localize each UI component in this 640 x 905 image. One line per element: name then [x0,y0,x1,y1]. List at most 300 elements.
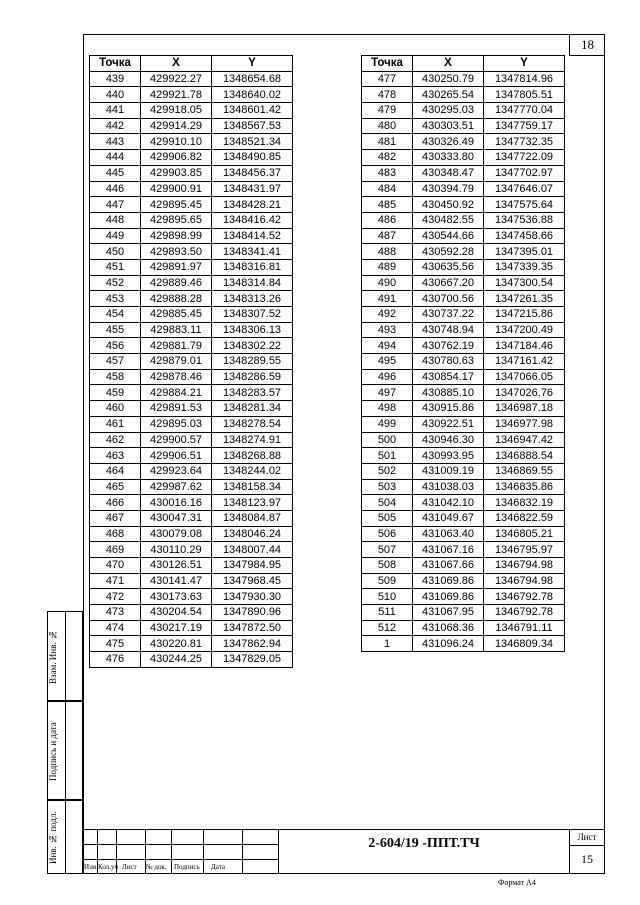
table-row [362,197,565,213]
table-row [362,401,565,417]
x-coordinate-cell: 430885.10 [413,385,484,401]
point-number-cell: 495 [362,354,413,370]
table-row [362,636,565,652]
point-number-cell: 500 [362,432,413,448]
table-row [90,448,293,464]
x-coordinate-cell: 430748.94 [413,322,484,338]
table-header-row [362,56,565,72]
x-coordinate-cell: 429910.10 [141,134,212,150]
y-coordinate-cell: 1348283.57 [212,385,293,401]
point-number-cell: 456 [90,338,141,354]
point-number-cell: 474 [90,620,141,636]
table-row [90,416,293,432]
table-row [362,71,565,87]
y-coordinate-cell: 1346822.59 [484,510,565,526]
point-number-cell: 493 [362,322,413,338]
y-coordinate-cell: 1346947.42 [484,432,565,448]
point-number-cell: 450 [90,244,141,260]
x-coordinate-cell: 429903.85 [141,165,212,181]
y-coordinate-cell: 1348302.22 [212,338,293,354]
x-coordinate-cell: 429878.46 [141,369,212,385]
x-coordinate-cell: 429895.03 [141,416,212,432]
point-number-cell: 446 [90,181,141,197]
header-point: Точка [362,56,413,72]
x-coordinate-cell: 429895.65 [141,212,212,228]
x-coordinate-cell: 429888.28 [141,291,212,307]
table-row [90,526,293,542]
y-coordinate-cell: 1346888.54 [484,448,565,464]
x-coordinate-cell: 429889.46 [141,275,212,291]
document-code: 2-604/19 -ППТ.ТЧ [368,836,480,851]
point-number-cell: 470 [90,558,141,574]
point-number-cell: 499 [362,416,413,432]
y-coordinate-cell: 1347770.04 [484,103,565,119]
x-coordinate-cell: 430592.28 [413,244,484,260]
y-coordinate-cell: 1348414.52 [212,228,293,244]
point-number-cell: 457 [90,354,141,370]
table-row [90,636,293,652]
y-coordinate-cell: 1347732.35 [484,134,565,150]
table-row [90,103,293,119]
table-row [362,542,565,558]
stamp-caption-ndok: № док. [146,863,167,871]
x-coordinate-cell: 429900.57 [141,432,212,448]
point-number-cell: 480 [362,118,413,134]
point-number-cell: 460 [90,401,141,417]
y-coordinate-cell: 1348640.02 [212,87,293,103]
x-coordinate-cell: 429918.05 [141,103,212,119]
table-row [362,307,565,323]
y-coordinate-cell: 1348281.34 [212,401,293,417]
y-coordinate-cell: 1348341.41 [212,244,293,260]
table-row [90,291,293,307]
x-coordinate-cell: 430922.51 [413,416,484,432]
x-coordinate-cell: 429891.53 [141,401,212,417]
table-row [362,573,565,589]
table-row [362,181,565,197]
point-number-cell: 502 [362,463,413,479]
y-coordinate-cell: 1347200.49 [484,322,565,338]
table-row [362,385,565,401]
x-coordinate-cell: 430250.79 [413,71,484,87]
x-coordinate-cell: 429895.45 [141,197,212,213]
x-coordinate-cell: 430204.54 [141,605,212,621]
table-row [362,291,565,307]
x-coordinate-cell: 429921.78 [141,87,212,103]
y-coordinate-cell: 1346794.98 [484,573,565,589]
table-row [362,495,565,511]
y-coordinate-cell: 1347814.96 [484,71,565,87]
y-coordinate-cell: 1347026.76 [484,385,565,401]
table-row [90,652,293,668]
point-number-cell: 448 [90,212,141,228]
point-number-cell: 487 [362,228,413,244]
stamp-caption-izm: Изм. [84,863,98,871]
x-coordinate-cell: 431009.19 [413,463,484,479]
point-number-cell: 471 [90,573,141,589]
point-number-cell: 455 [90,322,141,338]
point-number-cell: 485 [362,197,413,213]
point-number-cell: 445 [90,165,141,181]
y-coordinate-cell: 1347872.50 [212,620,293,636]
x-coordinate-cell: 430303.51 [413,118,484,134]
x-coordinate-cell: 429893.50 [141,244,212,260]
table-row [362,589,565,605]
table-row [90,542,293,558]
table-row [90,620,293,636]
header-x: X [413,56,484,72]
point-number-cell: 512 [362,620,413,636]
format-label: Формат А4 [498,878,536,887]
x-coordinate-cell: 430220.81 [141,636,212,652]
x-coordinate-cell: 431068.36 [413,620,484,636]
x-coordinate-cell: 431042.10 [413,495,484,511]
point-number-cell: 461 [90,416,141,432]
x-coordinate-cell: 430326.49 [413,134,484,150]
y-coordinate-cell: 1346794.98 [484,558,565,574]
header-x: X [141,56,212,72]
list-caption: Лист [577,832,597,842]
stamp-caption-koluch: Кол.уч [98,863,118,871]
point-number-cell: 496 [362,369,413,385]
y-coordinate-cell: 1346835.86 [484,479,565,495]
point-number-cell: 459 [90,385,141,401]
point-number-cell: 501 [362,448,413,464]
table-row [90,354,293,370]
point-number-cell: 473 [90,605,141,621]
table-header-row [90,56,293,72]
table-row [90,275,293,291]
list-number: 15 [581,852,593,866]
y-coordinate-cell: 1346792.78 [484,605,565,621]
point-number-cell: 511 [362,605,413,621]
point-number-cell: 484 [362,181,413,197]
side-strip-podpis [47,701,83,800]
table-row [90,244,293,260]
x-coordinate-cell: 429891.97 [141,259,212,275]
table-row [362,526,565,542]
point-number-cell: 465 [90,479,141,495]
table-row [362,118,565,134]
table-row [90,369,293,385]
table-row [362,510,565,526]
table-row [362,338,565,354]
table-row [362,103,565,119]
point-number-cell: 444 [90,150,141,166]
table-row [90,605,293,621]
y-coordinate-cell: 1346977.98 [484,416,565,432]
point-number-cell: 1 [362,636,413,652]
table-row [362,354,565,370]
point-number-cell: 468 [90,526,141,542]
y-coordinate-cell: 1347968.45 [212,573,293,589]
stamp-caption-list: Лист [122,863,137,871]
point-number-cell: 464 [90,463,141,479]
point-number-cell: 466 [90,495,141,511]
point-number-cell: 439 [90,71,141,87]
point-number-cell: 505 [362,510,413,526]
table-row [362,558,565,574]
sheet-number-top: 18 [569,34,605,56]
x-coordinate-cell: 429914.29 [141,118,212,134]
y-coordinate-cell: 1347300.54 [484,275,565,291]
point-number-cell: 481 [362,134,413,150]
y-coordinate-cell: 1346832.19 [484,495,565,511]
y-coordinate-cell: 1348286.59 [212,369,293,385]
y-coordinate-cell: 1347261.35 [484,291,565,307]
point-number-cell: 462 [90,432,141,448]
point-number-cell: 498 [362,401,413,417]
table-row [90,495,293,511]
point-number-cell: 503 [362,479,413,495]
y-coordinate-cell: 1347339.35 [484,259,565,275]
x-coordinate-cell: 430854.17 [413,369,484,385]
y-coordinate-cell: 1348521.34 [212,134,293,150]
point-number-cell: 454 [90,307,141,323]
y-coordinate-cell: 1348314.84 [212,275,293,291]
table-row [90,338,293,354]
header-y: Y [484,56,565,72]
y-coordinate-cell: 1348416.42 [212,212,293,228]
table-row [90,573,293,589]
y-coordinate-cell: 1346805.21 [484,526,565,542]
table-row [90,432,293,448]
point-number-cell: 449 [90,228,141,244]
x-coordinate-cell: 429906.51 [141,448,212,464]
table-row [362,463,565,479]
x-coordinate-cell: 429879.01 [141,354,212,370]
x-coordinate-cell: 430047.31 [141,510,212,526]
table-row [90,181,293,197]
x-coordinate-cell: 430667.20 [413,275,484,291]
y-coordinate-cell: 1346809.34 [484,636,565,652]
table-row [90,134,293,150]
x-coordinate-cell: 430126.51 [141,558,212,574]
x-coordinate-cell: 431038.03 [413,479,484,495]
table-row [362,259,565,275]
header-y: Y [212,56,293,72]
point-number-cell: 478 [362,87,413,103]
y-coordinate-cell: 1347184.46 [484,338,565,354]
x-coordinate-cell: 431096.24 [413,636,484,652]
y-coordinate-cell: 1347575.64 [484,197,565,213]
x-coordinate-cell: 430482.55 [413,212,484,228]
x-coordinate-cell: 430394.79 [413,181,484,197]
table-row [362,275,565,291]
point-number-cell: 458 [90,369,141,385]
y-coordinate-cell: 1347890.96 [212,605,293,621]
y-coordinate-cell: 1347702.97 [484,165,565,181]
table-row [90,259,293,275]
y-coordinate-cell: 1348046.24 [212,526,293,542]
x-coordinate-cell: 429900.91 [141,181,212,197]
y-coordinate-cell: 1348268.88 [212,448,293,464]
table-row [90,385,293,401]
point-number-cell: 497 [362,385,413,401]
x-coordinate-cell: 430173.63 [141,589,212,605]
table-row [90,307,293,323]
x-coordinate-cell: 430762.19 [413,338,484,354]
x-coordinate-cell: 429881.79 [141,338,212,354]
point-number-cell: 451 [90,259,141,275]
y-coordinate-cell: 1348567.53 [212,118,293,134]
table-row [90,197,293,213]
x-coordinate-cell: 430141.47 [141,573,212,589]
y-coordinate-cell: 1347984.95 [212,558,293,574]
x-coordinate-cell: 430993.95 [413,448,484,464]
table-row [90,479,293,495]
table-row [362,432,565,448]
x-coordinate-cell: 430016.16 [141,495,212,511]
table-row [362,150,565,166]
point-number-cell: 476 [90,652,141,668]
y-coordinate-cell: 1347458.66 [484,228,565,244]
x-coordinate-cell: 430295.03 [413,103,484,119]
side-label-vzam: Взам. Инв. № [48,630,58,684]
table-row [362,228,565,244]
y-coordinate-cell: 1347862.94 [212,636,293,652]
y-coordinate-cell: 1347066.05 [484,369,565,385]
y-coordinate-cell: 1348084.87 [212,510,293,526]
y-coordinate-cell: 1348431.97 [212,181,293,197]
stamp-caption-podpis: Подпись [174,863,200,871]
y-coordinate-cell: 1348244.02 [212,463,293,479]
point-number-cell: 442 [90,118,141,134]
table-row [362,244,565,260]
y-coordinate-cell: 1348313.26 [212,291,293,307]
point-number-cell: 447 [90,197,141,213]
y-coordinate-cell: 1348123.97 [212,495,293,511]
y-coordinate-cell: 1346791.11 [484,620,565,636]
point-number-cell: 472 [90,589,141,605]
table-row [362,165,565,181]
header-point: Точка [90,56,141,72]
x-coordinate-cell: 431067.95 [413,605,484,621]
x-coordinate-cell: 430544.66 [413,228,484,244]
table-row [90,118,293,134]
point-number-cell: 452 [90,275,141,291]
y-coordinate-cell: 1348316.81 [212,259,293,275]
point-number-cell: 482 [362,150,413,166]
point-number-cell: 477 [362,71,413,87]
table-row [362,369,565,385]
point-number-cell: 443 [90,134,141,150]
point-number-cell: 489 [362,259,413,275]
coordinates-table-right [361,55,565,652]
point-number-cell: 509 [362,573,413,589]
point-number-cell: 507 [362,542,413,558]
stamp-caption-data: Дата [211,863,225,871]
table-row [362,620,565,636]
x-coordinate-cell: 431049.67 [413,510,484,526]
table-row [90,165,293,181]
table-row [90,87,293,103]
point-number-cell: 475 [90,636,141,652]
x-coordinate-cell: 429883.11 [141,322,212,338]
point-number-cell: 494 [362,338,413,354]
y-coordinate-cell: 1348289.55 [212,354,293,370]
y-coordinate-cell: 1347930.30 [212,589,293,605]
y-coordinate-cell: 1347722.09 [484,150,565,166]
x-coordinate-cell: 429898.99 [141,228,212,244]
x-coordinate-cell: 430635.56 [413,259,484,275]
table-row [362,87,565,103]
y-coordinate-cell: 1348274.91 [212,432,293,448]
x-coordinate-cell: 430217.19 [141,620,212,636]
x-coordinate-cell: 430333.80 [413,150,484,166]
y-coordinate-cell: 1347829.05 [212,652,293,668]
x-coordinate-cell: 429987.62 [141,479,212,495]
title-block [83,829,605,874]
point-number-cell: 486 [362,212,413,228]
y-coordinate-cell: 1348158.34 [212,479,293,495]
y-coordinate-cell: 1348306.13 [212,322,293,338]
point-number-cell: 453 [90,291,141,307]
x-coordinate-cell: 430915.86 [413,401,484,417]
side-label-podpis: Подпись и дата [48,722,58,781]
table-row [90,463,293,479]
y-coordinate-cell: 1348601.42 [212,103,293,119]
x-coordinate-cell: 430244.25 [141,652,212,668]
y-coordinate-cell: 1348307.52 [212,307,293,323]
point-number-cell: 492 [362,307,413,323]
y-coordinate-cell: 1346869.55 [484,463,565,479]
y-coordinate-cell: 1348278.54 [212,416,293,432]
y-coordinate-cell: 1347161.42 [484,354,565,370]
x-coordinate-cell: 429922.27 [141,71,212,87]
y-coordinate-cell: 1346795.97 [484,542,565,558]
point-number-cell: 441 [90,103,141,119]
y-coordinate-cell: 1347759.17 [484,118,565,134]
table-row [90,150,293,166]
x-coordinate-cell: 430265.54 [413,87,484,103]
y-coordinate-cell: 1346792.78 [484,589,565,605]
table-row [90,228,293,244]
point-number-cell: 510 [362,589,413,605]
x-coordinate-cell: 429884.21 [141,385,212,401]
point-number-cell: 488 [362,244,413,260]
x-coordinate-cell: 430450.92 [413,197,484,213]
x-coordinate-cell: 429923.64 [141,463,212,479]
side-strip-vzam [47,611,83,701]
side-label-inv: Инв. № подл. [48,811,58,865]
table-row [362,479,565,495]
y-coordinate-cell: 1348456.37 [212,165,293,181]
y-coordinate-cell: 1347646.07 [484,181,565,197]
table-row [362,448,565,464]
y-coordinate-cell: 1348654.68 [212,71,293,87]
point-number-cell: 491 [362,291,413,307]
y-coordinate-cell: 1347215.86 [484,307,565,323]
y-coordinate-cell: 1347395.01 [484,244,565,260]
x-coordinate-cell: 430700.56 [413,291,484,307]
y-coordinate-cell: 1348490.85 [212,150,293,166]
table-row [90,589,293,605]
x-coordinate-cell: 430348.47 [413,165,484,181]
x-coordinate-cell: 430946.30 [413,432,484,448]
y-coordinate-cell: 1348007.44 [212,542,293,558]
table-row [90,212,293,228]
table-row [362,322,565,338]
point-number-cell: 483 [362,165,413,181]
x-coordinate-cell: 430780.63 [413,354,484,370]
side-strip-inv [47,800,83,874]
point-number-cell: 440 [90,87,141,103]
table-row [90,71,293,87]
table-row [90,322,293,338]
x-coordinate-cell: 429885.45 [141,307,212,323]
table-row [90,558,293,574]
